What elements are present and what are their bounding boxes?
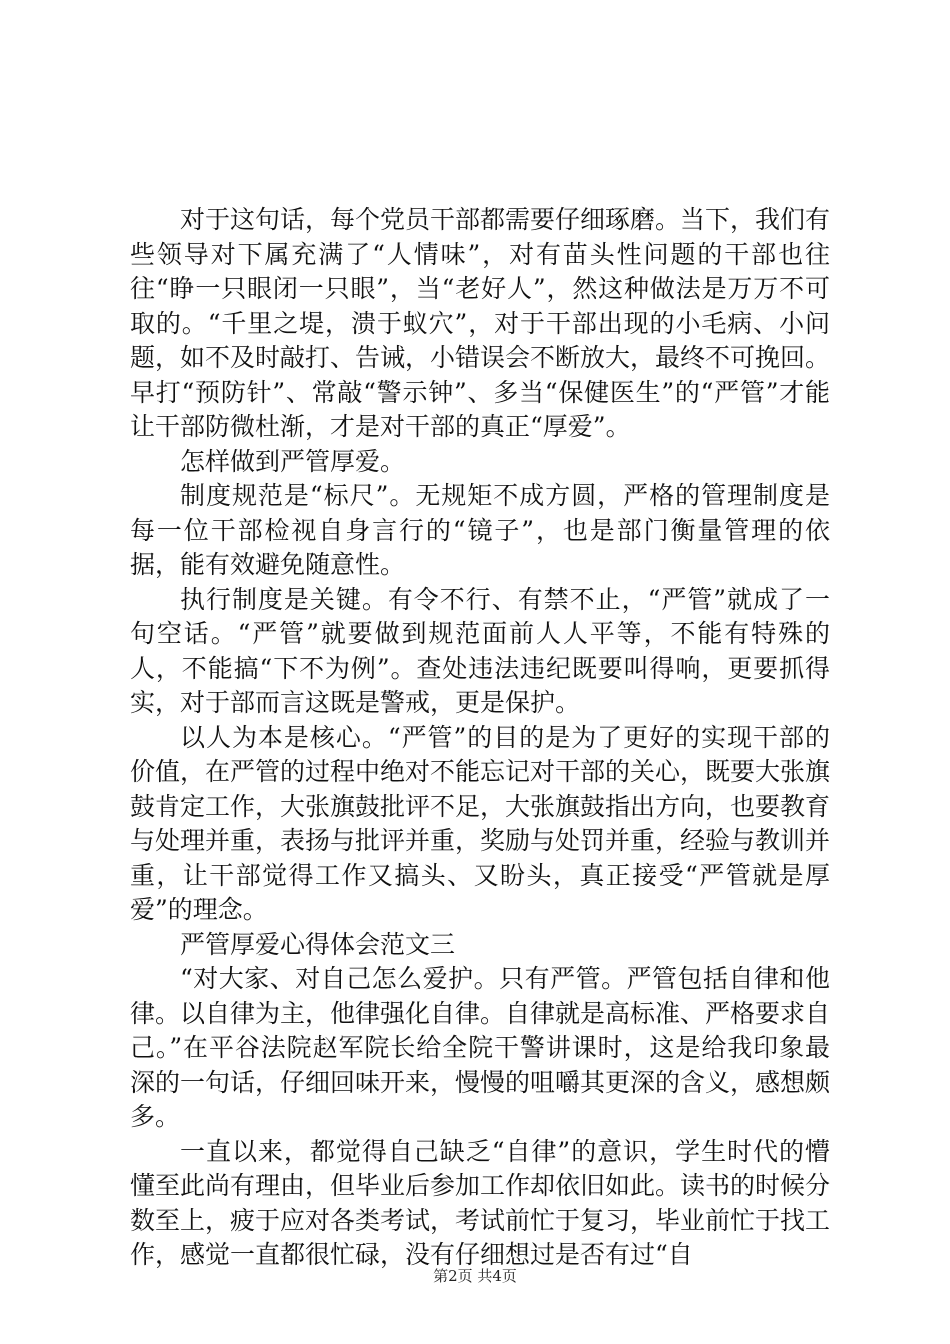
section-heading: 怎样做到严管厚爱。 [180, 446, 406, 476]
paragraph: 以人为本是核心。“严管”的目的是为了更好的实现干部的价值，在严管的过程中绝对不能忘记对干部的关心，既要大张旗鼓肯定工作，大张旗鼓批评不足，大张旗鼓指出方向，也要教育与处理并重，表扬与批评并重，奖励与处罚并重，经验与教训并重，让干部觉得工作又搞头、又盼头，真正接受“严管就是厚爱”的理念。 [130, 722, 831, 924]
document-body [130, 203, 830, 1273]
page-number-footer: 第2页 共4页 [433, 1267, 517, 1285]
paragraph: 对于这句话，每个党员干部都需要仔细琢磨。当下，我们有些领导对下属充满了“人情味”，对有苗头性问题的干部也往往“睁一只眼闭一只眼”，当“老好人”，然这种做法是万万不可取的。“千里之堤，溃于蚁穴”，对于干部出现的小毛病、小问题，如不及时敲打、告诫，小错误会不断放大，最终不可挽回。早打“预防针”、常敲“警示钟”、多当“保健医生”的“严管”才能让干部防微杜渐，才是对干部的真正“厚爱”。 [130, 205, 831, 441]
paragraph: 执行制度是关键。有令不行、有禁不止，“严管”就成了一句空话。“严管”就要做到规范面前人人平等，不能有特殊的人，不能搞“下不为例”。查处违法违纪既要叫得响，更要抓得实，对于部而言这既是警戒，更是保护。 [130, 584, 830, 717]
paragraph: 制度规范是“标尺”。无规矩不成方圆，严格的管理制度是每一位干部检视自身言行的“镜子”，也是部门衡量管理的依据，能有效避免随意性。 [130, 481, 830, 579]
paragraph: 一直以来，都觉得自己缺乏“自律”的意识，学生时代的懵懂至此尚有理由，但毕业后参加工作却依旧如此。读书的时候分数至上，疲于应对各类考试，考试前忙于复习，毕业前忙于找工作，感觉一直都很忙碌，没有仔细想过是否有过“自 [130, 1136, 831, 1269]
paragraph: “对大家、对自己怎么爱护。只有严管。严管包括自律和他律。以自律为主，他律强化自律。自律就是高标准、严格要求自己。”在平谷法院赵军院长给全院干警讲课时，这是给我印象最深的一句话，仔细回味开来，慢慢的咀嚼其更深的含义，感想颇多。 [130, 964, 831, 1131]
section-title: 严管厚爱心得体会范文三 [180, 929, 456, 959]
